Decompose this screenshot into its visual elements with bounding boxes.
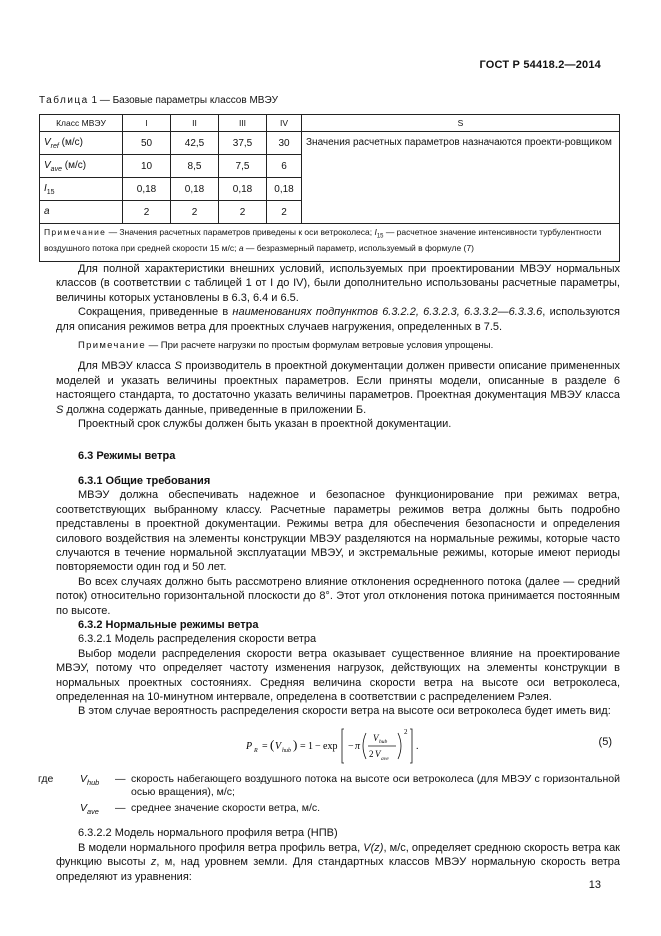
definition-v-ave: $V_{ave}$ — среднее значение скорости ветра, м/с. — [80, 801, 321, 816]
row-label: a — [40, 201, 123, 224]
formula-5 — [56, 723, 620, 767]
table-caption-text: 1 — Базовые параметры классов МВЭУ — [91, 95, 279, 106]
subsection-heading-6-3-1: 6.3.1 Общие требования — [78, 474, 211, 487]
row-label: $V_{ave}$ (м/с) — [40, 155, 123, 178]
header-cell-ii: II — [171, 115, 219, 132]
cell: 0,18 — [267, 178, 302, 201]
formula-one: 1 — [308, 740, 313, 752]
paragraph: В этом случае вероятность распределения скорости ветра на высоте оси ветроколеса будет иметь вид: — [78, 705, 611, 718]
formula-rparen: ) — [293, 736, 298, 752]
header-cell-s: S — [302, 115, 620, 132]
definitions — [38, 773, 620, 819]
page-number: 13 — [588, 879, 601, 891]
paragraph: В модели нормального профиля ветра профиль ветра, V(z), м/с, определяет среднюю скорость ветра как функцию высоты z, м, над уровнем земли. Для стандартных классов МВЭУ нормальную скорость ветра определяют из уравнения: — [56, 841, 620, 883]
cell: 50 — [123, 132, 171, 155]
formula-big-rparen — [398, 733, 401, 759]
table-row-vref — [40, 132, 620, 155]
header-cell-iv: IV — [267, 115, 302, 132]
formula-eq: = — [262, 740, 268, 752]
cell: 7,5 — [219, 155, 267, 178]
clause-title-6-3-2-1: 6.3.2.1 Модель распределения скорости ветра — [78, 633, 317, 646]
formula-big-lparen — [363, 733, 366, 759]
cell: 2 — [123, 201, 171, 224]
document-body — [38, 262, 620, 884]
row-label: $I_{15}$ — [40, 178, 123, 201]
section-heading-6-3: 6.3 Режимы ветра — [78, 450, 176, 463]
row-label: $V_{ref}$ (м/с) — [40, 132, 123, 155]
formula-num-hub: hub — [379, 738, 388, 745]
note: Примечание — При расчете нагрузки по простым формулам ветровые условия упрощены. — [78, 340, 494, 352]
paragraph: Выбор модели распределения скорости ветра оказывает существенное влияние на проектирование МВЭУ, потому что определяет частоту изменения нагрузок, действующих на элементы конструкции в нормальных проектных состояниях. Средняя величина скорости ветра на высоте оси ветроколеса, определенная на 10-минутном интервале, определена в соответствии с распределением Рэлея. — [56, 647, 620, 703]
cell: 0,18 — [171, 178, 219, 201]
cell: 2 — [219, 201, 267, 224]
paragraph: Сокращения, приведенные в наименованиях подпунктов 6.3.2.2, 6.3.2.3, 6.3.3.2—6.3.3.6, используются для описания режимов ветра для проектных случаев нагружения, определенных в 7.5. — [56, 306, 620, 333]
formula-pi: π — [355, 740, 361, 752]
cell: 6 — [267, 155, 302, 178]
formula-p-sub: R — [254, 747, 258, 754]
table-caption — [39, 95, 278, 106]
cell: 0,18 — [219, 178, 267, 201]
paragraph: Для МВЭУ класса S производитель в проектной документации должен привести описание примененных моделей и указать величины проектных параметров. Если приняты модели, описанные в разделе 6 настоящего стандарта, то достаточно указать величины параметров. Проектная документация МВЭУ класса S должна содержать данные, приведенные в приложении Б. — [56, 360, 620, 416]
header-cell-i: I — [123, 115, 171, 132]
formula-power: 2 — [404, 727, 408, 736]
table-note: Примечание — Значения расчетных параметров приведены к оси ветроколеса; $I_{15}$ — расчетное значение интенсивности турбулентности воздушного потока при средней скорости 15 м/с; a — безразмерный параметр, используемый в формуле (7) — [40, 224, 620, 262]
paragraph: Проектный срок службы должен быть указан в проектной документации. — [78, 418, 452, 431]
cell: 10 — [123, 155, 171, 178]
cell: 8,5 — [171, 155, 219, 178]
formula-lparen: ( — [270, 736, 275, 752]
formula-minus2: − — [348, 740, 354, 752]
formula-number: (5) — [598, 735, 612, 748]
header-cell-class: Класс МВЭУ — [40, 115, 123, 132]
formula-lbracket — [342, 729, 344, 763]
formula-den-v: V — [375, 748, 381, 759]
paragraph: Для полной характеристики внешних условий, используемых при проектировании МВЭУ нормальных классов (в соответствии с таблицей 1 от I до IV), были дополнительно использованы расчетные параметры, величины которых установлены в 6.3, 6.4 и 6.5. — [56, 263, 620, 304]
class-s-description: Значения расчетных параметров назначаются проекти-ровщиком — [302, 132, 620, 224]
formula-v-hub: hub — [282, 747, 291, 754]
subsection-heading-6-3-2: 6.3.2 Нормальные режимы ветра — [78, 618, 259, 631]
formula-eq2: = — [300, 740, 306, 752]
document-header: ГОСТ Р 54418.2—2014 — [479, 59, 601, 71]
cell: 42,5 — [171, 132, 219, 155]
formula-p: P — [246, 740, 253, 752]
cell: 2 — [267, 201, 302, 224]
formula-den-ave: ave — [381, 755, 389, 762]
formula-v: V — [275, 740, 282, 752]
definition-v-hub: где $V_{hub}$ — скорость набегающего воздушного потока на высоте оси ветроколеса (для МВЭУ с горизонтальной осью вращения), м/с; — [38, 772, 620, 799]
formula-rbracket — [410, 729, 412, 763]
cell: 37,5 — [219, 132, 267, 155]
table-header-row — [40, 115, 620, 132]
cell: 2 — [171, 201, 219, 224]
rayleigh-formula — [246, 723, 466, 767]
clause-title-6-3-2-2: 6.3.2.2 Модель нормального профиля ветра (НПВ) — [78, 827, 338, 840]
cell: 0,18 — [123, 178, 171, 201]
formula-dot: . — [416, 740, 419, 752]
paragraph: МВЭУ должна обеспечивать надежное и безопасное функционирование при режимах ветра, соответствующих выбранному классу. Расчетные параметры режимов ветра должны быть подробно представлены в проектной документации. Режимы ветра для обеспечения безопасности и определения силового воздействия на элементы конструкции МВЭУ разделяются на нормальные режимы, которые часто случаются в течение нормальной эксплуатации МВЭУ, и экстремальные режимы, которые имеют периоды повторяемости один год и 50 лет. — [56, 489, 620, 574]
header-cell-iii: III — [219, 115, 267, 132]
paragraph: Во всех случаях должно быть рассмотрено влияние отклонения осредненного потока (далее — средний поток) относительно горизонтальной плоскости до 8°. Этот угол отклонения потока принимается постоянным по высоте. — [56, 575, 620, 617]
parameters-table — [39, 114, 620, 262]
formula-minus: − — [315, 740, 321, 752]
table-note-row — [40, 224, 620, 262]
cell: 30 — [267, 132, 302, 155]
table-caption-word: Таблица — [39, 95, 89, 106]
formula-den-2: 2 — [369, 748, 374, 759]
formula-num-v: V — [373, 732, 379, 743]
formula-exp: exp — [323, 740, 338, 752]
